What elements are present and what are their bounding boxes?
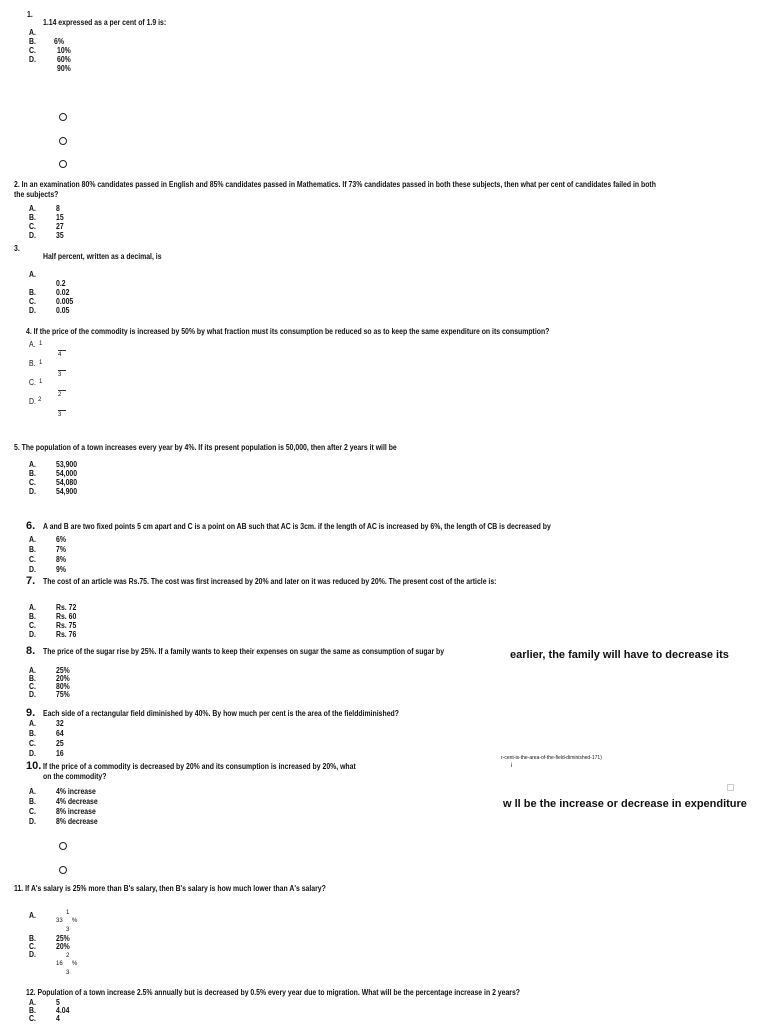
option-value: 7% — [56, 545, 66, 554]
option-letter: D. — [29, 690, 36, 699]
option-letter: D. — [29, 950, 36, 959]
question-1-text: 1.14 expressed as a per cent of 1.9 is: — [43, 18, 167, 27]
question-9-letters — [29, 719, 37, 759]
option-value: 4.04 — [56, 1006, 70, 1015]
option-letter: C. — [29, 297, 36, 306]
option-letter: D. — [29, 306, 36, 315]
question-10-text-line2: on the commodity? — [43, 772, 107, 781]
option-letter: D. — [29, 565, 36, 574]
question-7-text: The cost of an article was Rs.75. The cost was first increased by 20% and later on it was reduced by 20%. The present cost of the article is: — [43, 577, 497, 586]
question-7-letters — [29, 603, 37, 639]
url-mark: i — [511, 763, 513, 769]
question-2-text-line2: the subjects? — [14, 190, 59, 199]
option-value: 25% — [56, 666, 70, 675]
question-8-letters — [29, 667, 37, 699]
option-value: 4 — [56, 1014, 60, 1023]
question-7-options — [56, 603, 80, 639]
option-value: 8 — [56, 204, 60, 213]
fraction-denominator: 2 — [58, 390, 66, 410]
question-8-options — [56, 667, 72, 699]
question-6-number: 6. — [26, 520, 36, 532]
question-10-number: 10. — [26, 760, 42, 772]
option-letter: C. — [29, 378, 36, 387]
option-value: Rs. 76 — [56, 630, 77, 639]
question-9-number: 9. — [26, 707, 36, 719]
question-12-options — [56, 999, 72, 1023]
option-letter: C. — [29, 478, 36, 487]
fraction-denominator: 3 — [58, 410, 66, 430]
option-letter: C. — [29, 555, 36, 564]
question-9-options — [56, 719, 65, 759]
fraction-denominator: 3 — [66, 927, 70, 933]
option-letter: B. — [29, 288, 36, 297]
fraction-denominators — [58, 350, 66, 430]
option-value: 35 — [56, 231, 64, 240]
question-3-text: Half percent, written as a decimal, is — [43, 252, 162, 261]
question-8-text-right: earlier, the family will have to decrease its — [510, 649, 729, 661]
option-letter: D. — [29, 817, 36, 826]
option-letter: A. — [29, 204, 36, 213]
option-value: 75% — [56, 690, 70, 699]
question-1-number: 1. — [27, 10, 33, 19]
radio-circle-icon[interactable] — [59, 160, 67, 168]
option-letter: B. — [29, 359, 36, 368]
option-value: 54,080 — [56, 478, 78, 487]
option-letter: D. — [29, 55, 36, 64]
option-letter: C. — [29, 46, 36, 55]
option-value: 0.05 — [56, 306, 70, 315]
option-value: 54,000 — [56, 469, 78, 478]
percent-sign: % — [72, 961, 78, 967]
fraction-denominator: 3 — [58, 370, 66, 390]
option-value: 0.005 — [56, 297, 74, 306]
option-value: 53,900 — [56, 460, 78, 469]
question-5-options — [56, 460, 80, 496]
option-value: 9% — [56, 565, 66, 574]
question-4-text: 4. If the price of the commodity is increased by 50% by what fraction must its consumption be reduced so as to keep the same expenditure on its consumption? — [26, 327, 550, 336]
option-letter: C. — [29, 1014, 36, 1023]
option-value: Rs. 72 — [56, 603, 77, 612]
question-1-option-d: 90% — [57, 64, 71, 73]
option-value: 25% — [56, 934, 70, 943]
option-value: 16 — [56, 749, 64, 758]
fraction-numerator: 1 — [39, 379, 43, 385]
option-letter: C. — [29, 739, 36, 748]
question-2-options — [56, 204, 65, 240]
question-1-letters — [29, 28, 37, 64]
question-3-number: 3. — [14, 244, 20, 253]
question-2-letters — [29, 204, 37, 240]
fraction-denominator: 3 — [66, 970, 70, 976]
mixed-number-whole: 33 — [56, 918, 63, 924]
question-5-text: 5. The population of a town increases every year by 4%. If its present population is 50,000, then after 2 years it will be — [14, 443, 397, 452]
option-letter: B. — [29, 934, 36, 943]
question-10-options — [56, 787, 104, 827]
option-value: 4% increase — [56, 787, 96, 796]
question-6-letters — [29, 535, 37, 575]
question-1-option-a: 6% — [54, 37, 64, 46]
percent-sign: % — [72, 918, 78, 924]
question-8-text: The price of the sugar rise by 25%. If a family wants to keep their expenses on sugar the same as consumption of sugar by — [43, 647, 445, 656]
option-value: 4% decrease — [56, 797, 98, 806]
option-letter: C. — [29, 222, 36, 231]
option-letter: C. — [29, 942, 36, 951]
option-value: 32 — [56, 719, 64, 728]
question-6-text: A and B are two fixed points 5 cm apart and C is a point on AB such that AC is 3cm. if the length of AC is increased by 6%, the length of CB is decreased by — [43, 522, 551, 531]
radio-circle-icon[interactable] — [59, 113, 67, 121]
radio-circle-icon[interactable] — [59, 842, 67, 850]
option-letter: D. — [29, 397, 36, 406]
option-value: Rs. 60 — [56, 612, 77, 621]
option-letter: D. — [29, 487, 36, 496]
url-fragment: r-cent-is-the-area-of-the-field-diminished-171) — [501, 755, 602, 761]
question-11-options — [56, 935, 72, 951]
option-value: 8% increase — [56, 807, 96, 816]
option-letter: A. — [29, 28, 36, 37]
option-letter: A. — [29, 340, 36, 349]
question-6-options — [56, 535, 68, 575]
option-letter: A. — [29, 911, 36, 920]
question-1-option-b: 10% — [57, 46, 71, 55]
option-letter: B. — [29, 469, 36, 478]
option-value: Rs. 75 — [56, 621, 77, 630]
option-value: 25 — [56, 739, 64, 748]
option-letter: A. — [29, 719, 36, 728]
mixed-number-whole: 16 — [56, 961, 63, 967]
question-10-text-line1: If the price of a commodity is decreased by 20% and its consumption is increased by 20%, what — [43, 762, 356, 771]
fraction-numerator: 1 — [66, 910, 70, 916]
option-value: 20% — [56, 674, 70, 683]
question-12-letters — [29, 999, 37, 1023]
option-letter: A. — [29, 998, 36, 1007]
question-10-letters — [29, 787, 37, 827]
fraction-numerator: 2 — [66, 953, 70, 959]
question-1-option-c: 60% — [57, 55, 71, 64]
option-letter: C. — [29, 621, 36, 630]
option-letter: B. — [29, 213, 36, 222]
option-letter: A. — [29, 787, 36, 796]
option-letter: A. — [29, 603, 36, 612]
question-11-letters — [29, 935, 37, 959]
option-letter: D. — [29, 749, 36, 758]
question-5-letters — [29, 460, 37, 496]
option-value: 64 — [56, 729, 64, 738]
option-letter: B. — [29, 674, 36, 683]
option-letter: B. — [29, 545, 36, 554]
option-value: 0.02 — [56, 288, 70, 297]
option-value: 6% — [56, 535, 66, 544]
fraction-numerator: 1 — [39, 341, 43, 347]
fraction-numerator: 2 — [38, 397, 42, 403]
option-letter: A. — [29, 535, 36, 544]
option-letter: D. — [29, 231, 36, 240]
option-letter: B. — [29, 37, 36, 46]
option-value: 0.2 — [56, 279, 66, 288]
option-value: 20% — [56, 942, 70, 951]
option-value: 15 — [56, 213, 64, 222]
question-12-text: 12. Population of a town increase 2.5% annually but is decreased by 0.5% every year due to migration. What will be the percentage increase in 2 years? — [26, 988, 521, 997]
option-value: 80% — [56, 682, 70, 691]
radio-circle-icon[interactable] — [59, 137, 67, 145]
option-value: 5 — [56, 998, 60, 1007]
option-letter: B. — [29, 1006, 36, 1015]
fraction-numerator: 1 — [39, 360, 43, 366]
option-value: 8% decrease — [56, 817, 98, 826]
question-10-text-right: w ll be the increase or decrease in expenditure — [503, 798, 747, 810]
question-9-text: Each side of a rectangular field diminished by 40%. By how much per cent is the area of the fielddiminished? — [43, 709, 399, 718]
option-letter: D. — [29, 630, 36, 639]
question-8-number: 8. — [26, 645, 36, 657]
option-letter: C. — [29, 682, 36, 691]
question-3-options — [56, 279, 76, 315]
option-letter: C. — [29, 807, 36, 816]
fraction-denominator: 4 — [58, 350, 66, 370]
option-letter: B. — [29, 797, 36, 806]
option-letter: A. — [29, 460, 36, 469]
option-letter: A. — [29, 666, 36, 675]
question-3-letters — [29, 288, 37, 315]
question-7-number: 7. — [26, 575, 36, 587]
option-letter: B. — [29, 612, 36, 621]
option-value: 54,900 — [56, 487, 78, 496]
checkbox-icon — [727, 784, 734, 791]
option-letter: B. — [29, 729, 36, 738]
radio-circle-icon[interactable] — [59, 866, 67, 874]
question-2-text-line1: 2. In an examination 80% candidates passed in English and 85% candidates passed in Mathematics. If 73% candidates passed in both these subjects, then what per cent of candidates failed in both — [14, 180, 656, 189]
option-letter: A. — [29, 270, 36, 279]
question-11-text: 11. If A's salary is 25% more than B's salary, then B's salary is how much lower than A's salary? — [14, 884, 326, 893]
option-value: 8% — [56, 555, 66, 564]
option-value: 27 — [56, 222, 64, 231]
